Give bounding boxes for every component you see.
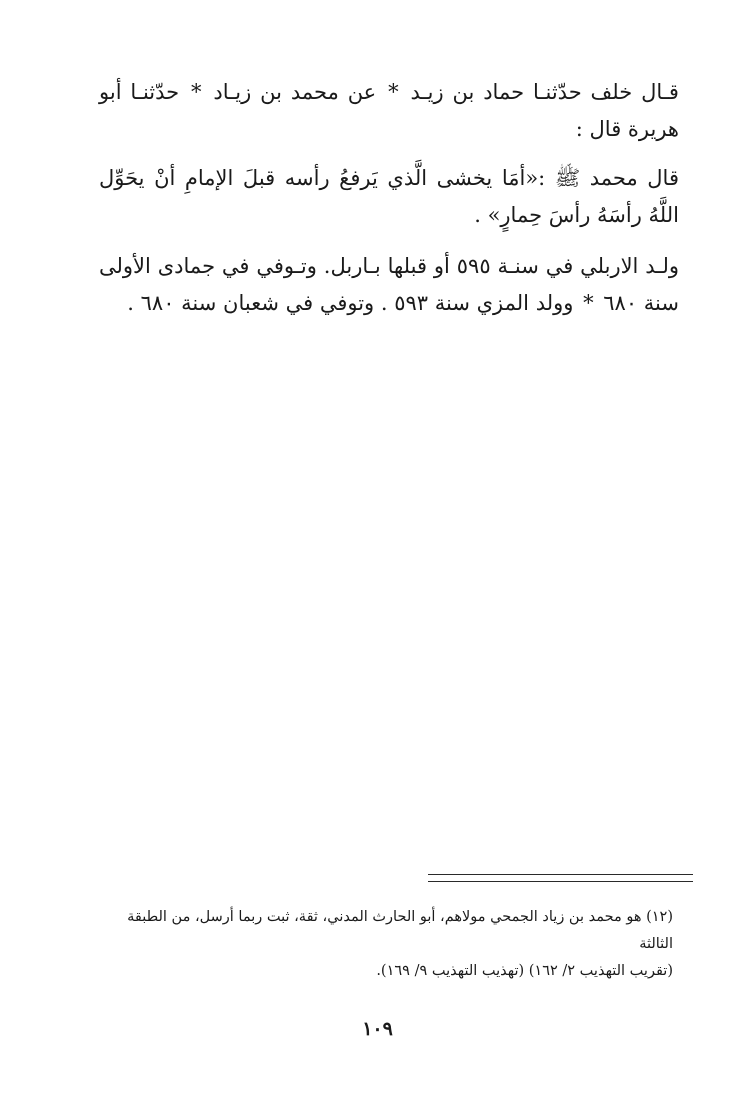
chain-segment-1: قـال خلف حدّثنـا حماد بن زيـد [410,80,679,104]
paragraph-biographical-note [99,248,679,322]
footnote [113,904,673,985]
separator-line [428,874,693,875]
footnote-line-2: (تقريب التهذيب ٢/ ١٦٢) (تهذيب التهذيب ٩/ ١٦٩). [376,963,673,979]
note-segment-1: ولـد الاربلي في سنـة ٥٩٥ أو قبلها بـاربل. وتـوفي في جمادى الأولى سنة ٦٨٠ [99,254,679,315]
asterisk-marker: * [583,291,594,315]
asterisk-marker: * [191,80,202,104]
paragraph-hadith-text: قال محمد ﷺ :«أمَا يخشى الَّذي يَرفعُ رأسه قبلَ الإمامِ أنْ يحَوِّل اللَّهُ رأسَهُ رأسَ حِمارٍ» . [99,166,679,227]
separator-line [428,881,693,882]
asterisk-marker: * [388,80,399,104]
chain-segment-3: حدّثنـا أبو هريرة قال : [99,80,679,141]
page-number: ١٠٩ [362,1018,393,1040]
note-segment-2: وولد المزي سنة ٥٩٣ . وتوفي في شعبان سنة ٦٨٠ . [127,291,574,315]
paragraph-hadith-chain [99,74,679,148]
chain-segment-2: عن محمد بن زيـاد [213,80,377,104]
footnote-separator [428,874,693,883]
footnote-line-1: (١٢) هو محمد بن زياد الجمحي مولاهم، أبو الحارث المدني، ثقة، ثبت ربما أرسل، من الطبقة الثالثة [127,909,673,952]
